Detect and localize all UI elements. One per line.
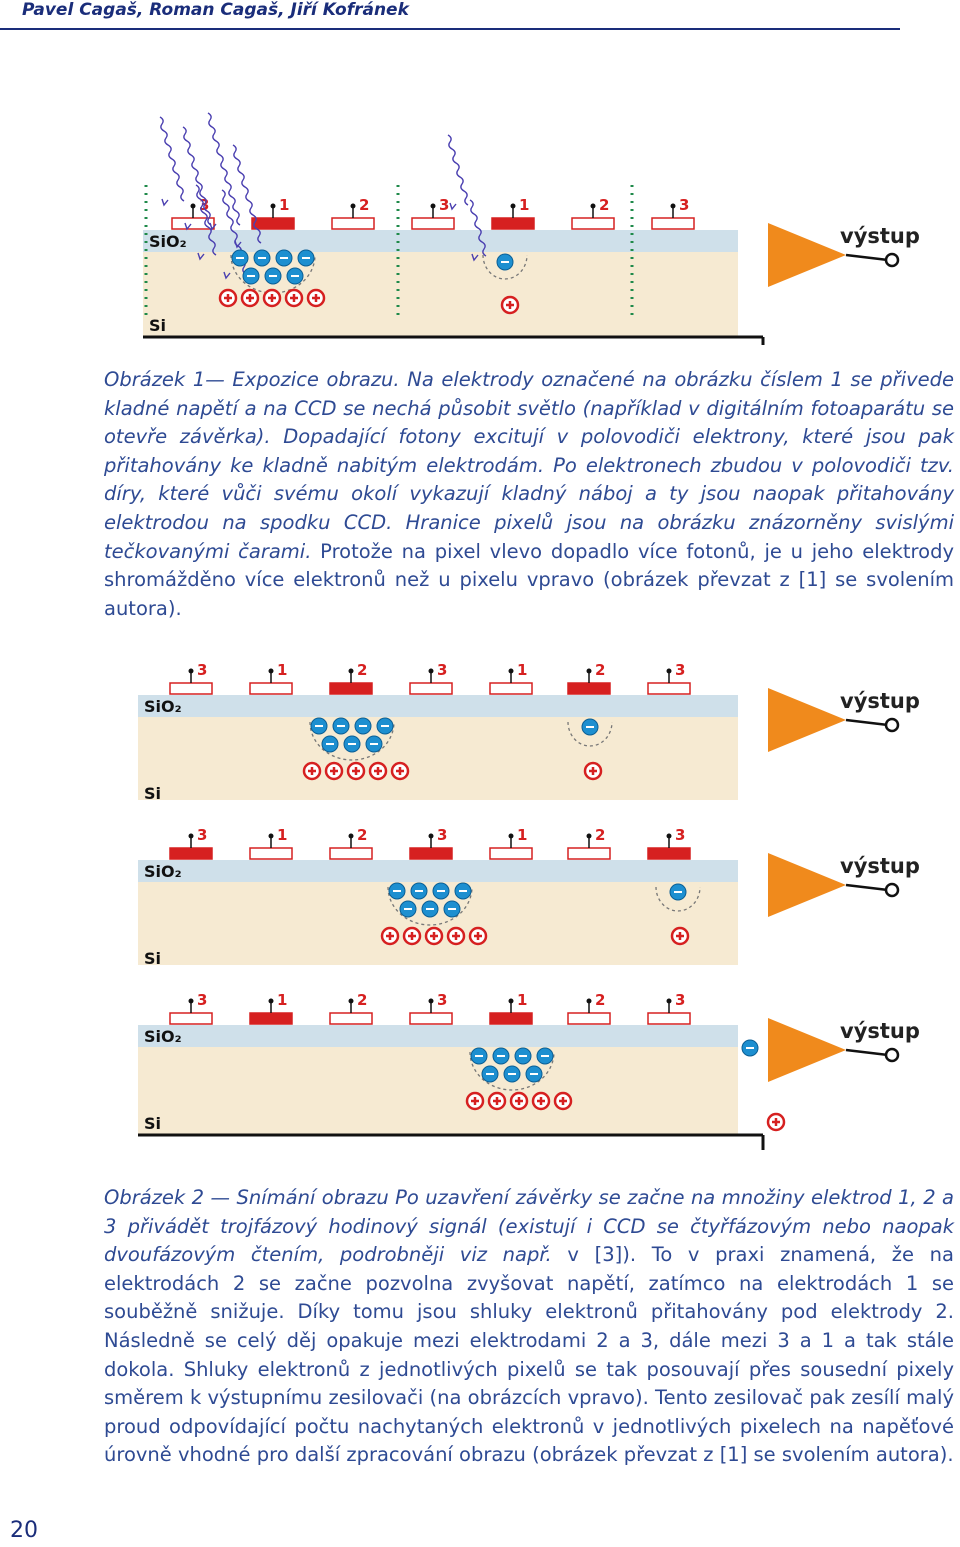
electrode-terminal xyxy=(509,999,514,1004)
sio2-label: SiO₂ xyxy=(144,697,182,716)
oxide-layer xyxy=(138,860,738,882)
electrode xyxy=(568,848,610,859)
electrode xyxy=(490,1013,532,1024)
electrode-number: 1 xyxy=(277,991,288,1009)
electrode-terminal xyxy=(269,999,274,1004)
electrode-number: 1 xyxy=(279,196,290,214)
electrode xyxy=(410,1013,452,1024)
electrode xyxy=(648,683,690,694)
output-line xyxy=(846,255,888,260)
figure-1-caption-regular: Protože na pixel vlevo dopadlo více fotonů, je u jeho elektrody shromážděno více elektronů než u pixelu vpravo (obrázek převzat z [1] se svolením autora). xyxy=(104,539,954,620)
electrode xyxy=(170,848,212,859)
electrode-number: 3 xyxy=(199,196,210,214)
electrode-number: 2 xyxy=(357,991,368,1009)
electrode xyxy=(572,218,614,229)
figure-2-caption-italic: Obrázek 2 — Snímání obrazu Po uzavření závěrky se začne na množiny elektrod 1, 2 a 3 přivádět trojfázový hodinový signál (existují i CCD se čtyřfázovým nebo naopak dvoufázovým čtením, podrobněji viz např. xyxy=(104,1186,954,1267)
electrode xyxy=(410,683,452,694)
photon-arrowhead xyxy=(450,203,456,209)
electrode-terminal xyxy=(587,999,592,1004)
electrode xyxy=(330,683,372,694)
silicon-layer xyxy=(138,1047,738,1135)
si-label: Si xyxy=(144,1114,162,1133)
output-terminal xyxy=(886,1049,898,1061)
electrode xyxy=(410,848,452,859)
electrode xyxy=(568,683,610,694)
electrode-terminal xyxy=(509,834,514,839)
electrode-number: 3 xyxy=(197,991,208,1009)
photon xyxy=(233,145,261,243)
figure-2-caption-regular: v [3]). To v praxi znamená, že na elektrodách 2 se začne pozvolna zvyšovat napětí, zatímco na elektrodách 1 se souběžně snižuje. Díky tomu jsou shluky elektronů přitahovány pod elektrody 2. Následně se celý děj opakuje mezi elektrodami 2 a 3, dále mezi 3 a 1 a tak stále dokola. Shluky elektronů z jednotlivých pixelů se tak posouvají přes sousední pixely směrem k výstupnímu zesilovači (na obrázcích vpravo). Tento zesilovač pak zesílí malý proud odpovídající počtu nachytaných elektronů v jednotlivých pixelech na napěťové úrovně vhodné pro další zpracování obrazu (obrázek převzat z [1] se svolením autora). xyxy=(104,1243,954,1467)
electrode xyxy=(490,683,532,694)
electrode xyxy=(652,218,694,229)
electrode-number: 3 xyxy=(675,991,686,1009)
electrode-number: 2 xyxy=(357,826,368,844)
electrode xyxy=(330,848,372,859)
electrode-terminal xyxy=(667,669,672,674)
electrode-terminal xyxy=(191,204,196,209)
electrode-number: 3 xyxy=(437,661,448,679)
electrode-number: 2 xyxy=(357,661,368,679)
electrode-number: 1 xyxy=(519,196,530,214)
silicon-layer xyxy=(138,717,738,800)
electrode xyxy=(250,1013,292,1024)
figure-1-caption-italic: Obrázek 1— Expozice obrazu. Na elektrody označené na obrázku číslem 1 se přivede kladné napětí a na CCD se nechá působit světlo (například v digitálním fotoaparátu se otevře závěrka). Dopadající fotony excitují v polovodiči elektrony, které jsou pak přitahovány ke kladně nabitým elektrodám. Po elektronech zbudou v polovodiči tzv. díry, které vůči svému okolí vykazují kladný náboj a ty jsou naopak přitahovány elektrodou na spodku CCD. Hranice pixelů jsou na obrázku znázorněny svislými tečkovanými čarami. xyxy=(104,368,954,563)
electrode-terminal xyxy=(189,999,194,1004)
electrode xyxy=(412,218,454,229)
electrode-terminal xyxy=(511,204,516,209)
figure-2-stage-1 xyxy=(0,650,960,800)
output-label: výstup xyxy=(840,854,920,878)
electrode-number: 2 xyxy=(595,826,606,844)
electrode-number: 3 xyxy=(439,196,450,214)
electrode-number: 3 xyxy=(197,661,208,679)
electrode xyxy=(332,218,374,229)
electrode-terminal xyxy=(351,204,356,209)
output-terminal xyxy=(886,884,898,896)
electrode-terminal xyxy=(667,999,672,1004)
output-line xyxy=(846,720,888,725)
figure-1-exposure xyxy=(0,105,960,345)
electrode-number: 1 xyxy=(517,661,528,679)
electrode-number: 1 xyxy=(277,826,288,844)
oxide-layer xyxy=(143,230,738,252)
electrode-number: 1 xyxy=(277,661,288,679)
electrode-terminal xyxy=(587,669,592,674)
electrode-number: 3 xyxy=(197,826,208,844)
figure-1-caption xyxy=(104,366,954,623)
electrode-terminal xyxy=(587,834,592,839)
photon-arrowhead xyxy=(162,199,168,205)
amplifier-triangle xyxy=(768,853,846,917)
figure-2-caption xyxy=(104,1184,954,1470)
electrode-number: 3 xyxy=(679,196,690,214)
photon xyxy=(208,113,240,225)
electrode xyxy=(568,1013,610,1024)
electrode-terminal xyxy=(349,669,354,674)
running-header: Pavel Cagaš, Roman Cagaš, Jiří Kofránek xyxy=(22,0,409,20)
electrode-terminal xyxy=(271,204,276,209)
photon xyxy=(448,135,468,205)
electrode xyxy=(648,848,690,859)
output-terminal xyxy=(886,719,898,731)
electrode-terminal xyxy=(671,204,676,209)
electrode-terminal xyxy=(429,999,434,1004)
page-number: 20 xyxy=(10,1518,38,1543)
electrode-number: 3 xyxy=(675,826,686,844)
electrode-number: 1 xyxy=(517,991,528,1009)
figure-2-stage-2 xyxy=(0,815,960,965)
electrode-terminal xyxy=(349,999,354,1004)
electrode-terminal xyxy=(269,669,274,674)
photon xyxy=(183,127,211,225)
electrode-number: 3 xyxy=(437,991,448,1009)
electrode-terminal xyxy=(429,669,434,674)
electrode-number: 3 xyxy=(675,661,686,679)
electrode-terminal xyxy=(509,669,514,674)
electrode-terminal xyxy=(667,834,672,839)
amplifier-triangle xyxy=(768,688,846,752)
electrode xyxy=(170,1013,212,1024)
header-rule xyxy=(0,28,900,30)
electrode xyxy=(250,848,292,859)
oxide-layer xyxy=(138,695,738,717)
sio2-label: SiO₂ xyxy=(144,1027,182,1046)
electrode xyxy=(490,848,532,859)
oxide-layer xyxy=(138,1025,738,1047)
electrode-number: 1 xyxy=(517,826,528,844)
electrode-terminal xyxy=(429,834,434,839)
electrode-terminal xyxy=(431,204,436,209)
amplifier-triangle xyxy=(768,223,846,287)
electrode-terminal xyxy=(349,834,354,839)
electrode xyxy=(648,1013,690,1024)
output-label: výstup xyxy=(840,1019,920,1043)
si-label: Si xyxy=(144,784,162,800)
electrode xyxy=(492,218,534,229)
electrode-terminal xyxy=(189,834,194,839)
amplifier-triangle xyxy=(768,1018,846,1082)
output-label: výstup xyxy=(840,689,920,713)
photon xyxy=(160,117,184,201)
figure-2-stage-3 xyxy=(0,980,960,1150)
output-line xyxy=(846,885,888,890)
si-label: Si xyxy=(149,316,167,335)
electrode xyxy=(170,683,212,694)
electrode-number: 2 xyxy=(599,196,610,214)
electrode-number: 2 xyxy=(595,991,606,1009)
electrode xyxy=(330,1013,372,1024)
electrode-number: 3 xyxy=(437,826,448,844)
si-label: Si xyxy=(144,949,162,965)
output-terminal xyxy=(886,254,898,266)
electrode-number: 2 xyxy=(359,196,370,214)
output-line xyxy=(846,1050,888,1055)
electrode xyxy=(252,218,294,229)
electrode-terminal xyxy=(189,669,194,674)
electrode-terminal xyxy=(591,204,596,209)
output-label: výstup xyxy=(840,224,920,248)
electrode-number: 2 xyxy=(595,661,606,679)
electrode xyxy=(250,683,292,694)
sio2-label: SiO₂ xyxy=(144,862,182,881)
sio2-label: SiO₂ xyxy=(149,232,187,251)
electrode-terminal xyxy=(269,834,274,839)
